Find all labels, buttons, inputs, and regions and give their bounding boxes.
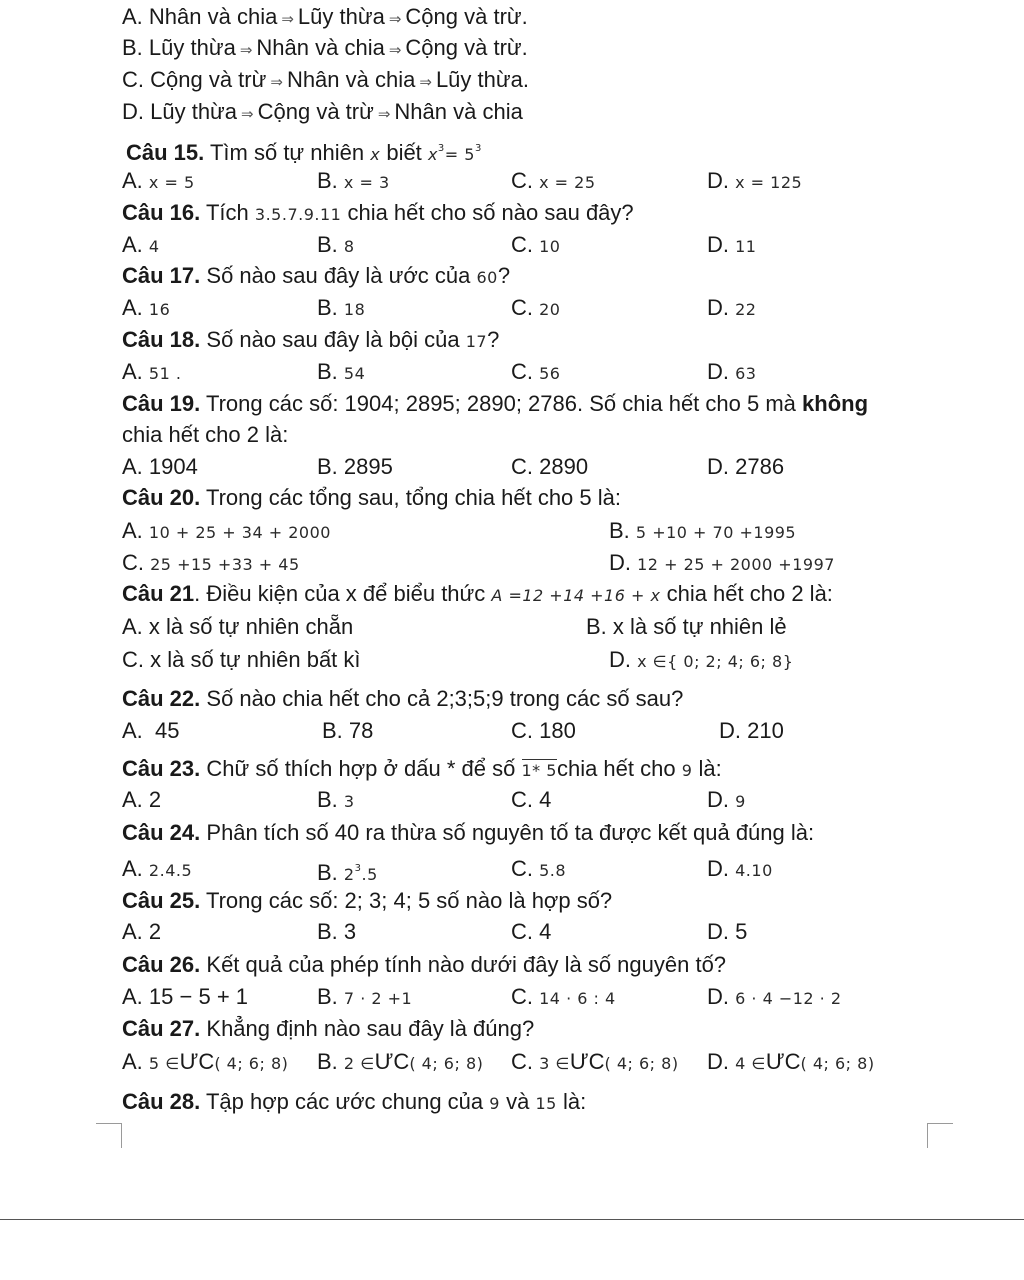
q24-option-a[interactable]: A. 2.4.5 xyxy=(122,856,193,881)
q26-option-b[interactable]: B. 7 · 2 +1 xyxy=(317,984,413,1009)
q18-option-a[interactable]: A. 51 . xyxy=(122,359,182,384)
question-20: Câu 20. Trong các tổng sau, tổng chia hết cho 5 là: xyxy=(122,485,621,510)
q20-option-b[interactable]: B. 5 +10 + 70 +1995 xyxy=(609,518,797,543)
q26-option-d[interactable]: D. 6 · 4 −12 · 2 xyxy=(707,984,842,1009)
prev-option-a: A. Nhân và chia ⇒ Lũy thừa ⇒ Cộng và trừ. xyxy=(122,4,528,29)
q20-option-d[interactable]: D. 12 + 25 + 2000 +1997 xyxy=(609,550,835,575)
arrow-icon: ⇒ xyxy=(388,41,402,59)
question-28: Câu 28. Tập hợp các ước chung của 9 và 15 là: xyxy=(122,1089,587,1114)
q19-option-b[interactable]: B. 2895 xyxy=(317,454,393,479)
prev-option-b: B. Lũy thừa ⇒ Nhân và chia ⇒ Cộng và trừ. xyxy=(122,35,528,60)
q19-option-a[interactable]: A. 1904 xyxy=(122,454,198,479)
q25-option-d[interactable]: D. 5 xyxy=(707,919,748,944)
arrow-icon: ⇒ xyxy=(419,73,432,91)
q21-option-a[interactable]: A. x là số tự nhiên chẵn xyxy=(122,614,354,639)
q15-option-d[interactable]: D. x = 125 xyxy=(707,168,803,193)
question-24: Câu 24. Phân tích số 40 ra thừa số nguyên tố ta được kết quả đúng là: xyxy=(122,820,815,845)
q22-option-d[interactable]: D. 210 xyxy=(719,718,784,743)
prev-option-c: C. Cộng và trừ ⇒ Nhân và chia ⇒ Lũy thừa. xyxy=(122,67,529,92)
overlined-number: 1* 5 xyxy=(521,761,557,780)
arrow-icon: ⇒ xyxy=(377,105,391,123)
question-16: Câu 16. Tích 3.5.7.9.11 chia hết cho số nào sau đây? xyxy=(122,200,634,225)
arrow-icon: ⇒ xyxy=(239,41,253,59)
q27-option-b[interactable]: B. 2 ∈ƯC( 4; 6; 8) xyxy=(317,1049,484,1074)
question-19: Câu 19. Trong các số: 1904; 2895; 2890; 2786. Số chia hết cho 5 mà không xyxy=(122,391,869,416)
q15-option-b[interactable]: B. x = 3 xyxy=(317,168,390,193)
q15-option-a[interactable]: A. x = 5 xyxy=(122,168,195,193)
q23-option-b[interactable]: B. 3 xyxy=(317,787,355,812)
arrow-icon: ⇒ xyxy=(388,10,402,28)
arrow-icon: ⇒ xyxy=(281,10,294,28)
q18-option-d[interactable]: D. 63 xyxy=(707,359,757,384)
q22-option-a[interactable]: A. 45 xyxy=(122,718,180,743)
q24-option-c[interactable]: C. 5.8 xyxy=(511,856,567,881)
q18-option-b[interactable]: B. 54 xyxy=(317,359,366,384)
question-19-line2: chia hết cho 2 là: xyxy=(122,422,289,447)
q23-option-c[interactable]: C. 4 xyxy=(511,787,552,812)
page-corner-mark-right xyxy=(927,1123,953,1148)
prev-option-d: D. Lũy thừa ⇒ Cộng và trừ ⇒ Nhân và chia xyxy=(122,99,523,124)
q20-option-a[interactable]: A. 10 + 25 + 34 + 2000 xyxy=(122,518,331,543)
q16-option-d[interactable]: D. 11 xyxy=(707,232,757,257)
q27-option-a[interactable]: A. 5 ∈ƯC( 4; 6; 8) xyxy=(122,1049,289,1074)
q16-option-c[interactable]: C. 10 xyxy=(511,232,561,257)
page-corner-mark-left xyxy=(96,1123,122,1148)
q17-option-d[interactable]: D. 22 xyxy=(707,295,757,320)
q26-option-c[interactable]: C. 14 · 6 : 4 xyxy=(511,984,616,1009)
question-23: Câu 23. Chữ số thích hợp ở dấu * để số 1* 5chia hết cho 9 là: xyxy=(122,756,722,781)
arrow-icon: ⇒ xyxy=(270,73,283,91)
q17-option-c[interactable]: C. 20 xyxy=(511,295,561,320)
q23-option-d[interactable]: D. 9 xyxy=(707,787,746,812)
question-17: Câu 17. Số nào sau đây là ước của 60? xyxy=(122,263,511,288)
q16-option-a[interactable]: A. 4 xyxy=(122,232,160,257)
q22-option-b[interactable]: B. 78 xyxy=(322,718,374,743)
question-21: Câu 21. Điều kiện của x để biểu thức A =12 +14 +16 + x chia hết cho 2 là: xyxy=(122,581,833,606)
arrow-icon: ⇒ xyxy=(241,105,254,123)
q25-option-b[interactable]: B. 3 xyxy=(317,919,357,944)
q21-option-d[interactable]: D. x ∈{ 0; 2; 4; 6; 8} xyxy=(609,647,794,672)
question-18: Câu 18. Số nào sau đây là bội của 17? xyxy=(122,327,500,352)
question-22: Câu 22. Số nào chia hết cho cả 2;3;5;9 trong các số sau? xyxy=(122,686,684,711)
q16-option-b[interactable]: B. 8 xyxy=(317,232,355,257)
q26-option-a[interactable]: A. 15 − 5 + 1 xyxy=(122,984,249,1009)
q19-option-c[interactable]: C. 2890 xyxy=(511,454,589,479)
q24-option-b[interactable]: B. $2^3.5$ xyxy=(317,860,378,885)
q17-option-b[interactable]: B. 18 xyxy=(317,295,366,320)
q17-option-a[interactable]: A. 16 xyxy=(122,295,171,320)
q27-option-d[interactable]: D. 4 ∈ƯC( 4; 6; 8) xyxy=(707,1049,875,1074)
q20-option-c[interactable]: C. 25 +15 +33 + 45 xyxy=(122,550,300,575)
q22-option-c[interactable]: C. 180 xyxy=(511,718,576,743)
q25-option-c[interactable]: C. 4 xyxy=(511,919,552,944)
q19-option-d[interactable]: D. 2786 xyxy=(707,454,785,479)
q27-option-c[interactable]: C. 3 ∈ƯC( 4; 6; 8) xyxy=(511,1049,679,1074)
question-27: Câu 27. Khẳng định nào sau đây là đúng? xyxy=(122,1016,535,1041)
question-26: Câu 26. Kết quả của phép tính nào dưới đây là số nguyên tố? xyxy=(122,952,727,977)
q21-option-b[interactable]: B. x là số tự nhiên lẻ xyxy=(586,614,787,639)
page-bottom-divider xyxy=(0,1219,1024,1220)
q24-option-d[interactable]: D. 4.10 xyxy=(707,856,773,881)
question-25: Câu 25. Trong các số: 2; 3; 4; 5 số nào là hợp số? xyxy=(122,888,613,913)
q21-option-c[interactable]: C. x là số tự nhiên bất kì xyxy=(122,647,361,672)
q15-option-c[interactable]: C. x = 25 xyxy=(511,168,596,193)
q18-option-c[interactable]: C. 56 xyxy=(511,359,561,384)
question-15: Câu 15. Tìm số tự nhiên x biết $x^3= 5^3$ xyxy=(126,140,482,165)
q25-option-a[interactable]: A. 2 xyxy=(122,919,162,944)
q23-option-a[interactable]: A. 2 xyxy=(122,787,162,812)
